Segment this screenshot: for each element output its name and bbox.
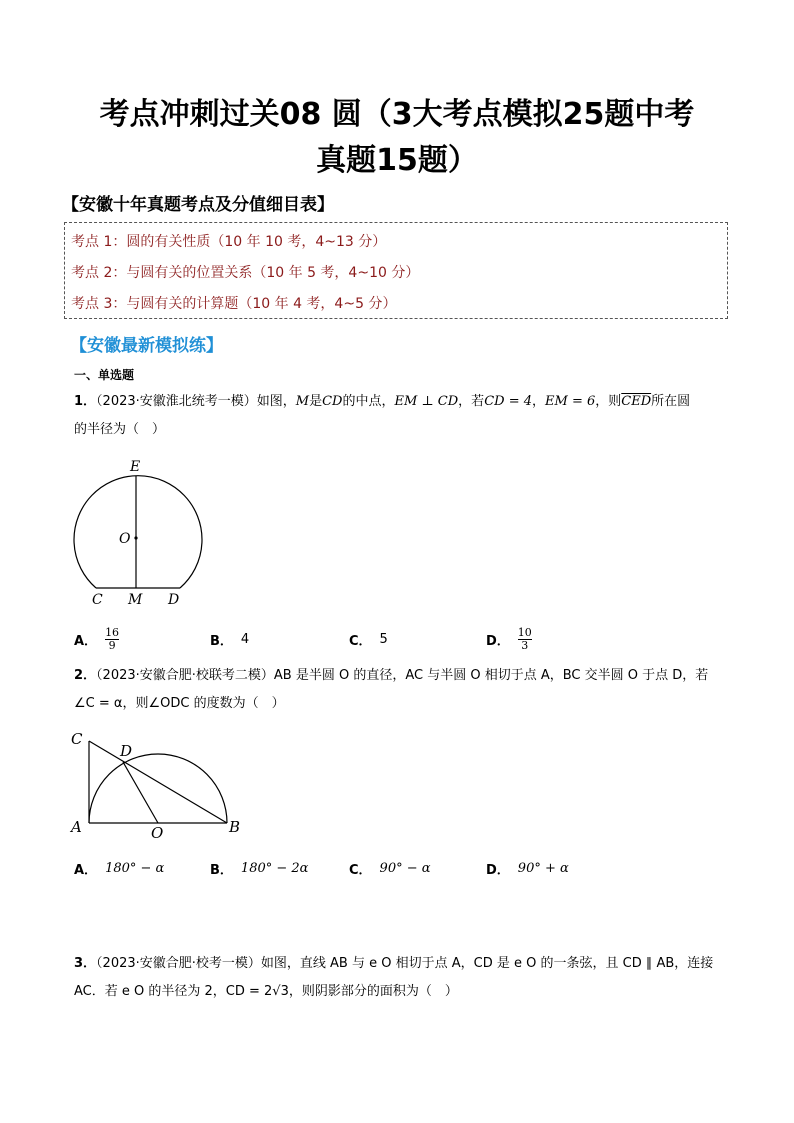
q2-label-b: B [229, 818, 241, 836]
q1-option-a[interactable]: A． $\frac{16}{9}$ [74, 625, 120, 652]
page-title [40, 92, 754, 184]
q1-option-c[interactable]: C． 5 [349, 631, 388, 649]
kaodian-1: 考点 1：圆的有关性质（10 年 10 考，4~13 分） [71, 234, 387, 250]
q2-label-d: D [120, 742, 133, 760]
question-3-line-1: 3．（2023·安徽合肥·校考一模）如图，直线 AB 与 e O 相切于点 A，CD 是 e O 的一条弦，且 CD ∥ AB，连接 [74, 956, 714, 971]
question-2 [74, 662, 734, 718]
kaodian-box [64, 222, 728, 319]
title-line-1: 考点冲刺过关08 圆（3大考点模拟25题中考 [99, 97, 695, 132]
q1-option-d-frac: $\frac{10}{3}$ [517, 625, 532, 652]
kaodian-3: 考点 3：与圆有关的计算题（10 年 4 考，4~5 分） [71, 296, 397, 312]
q2-option-b[interactable]: B． 180° − 2α [210, 860, 309, 878]
question-3 [74, 950, 734, 1006]
question-1-line-1: 1．（2023·安徽淮北统考一模）如图，M是CD的中点，EM ⊥ CD，若CD = 4，EM = 6，则$\overline{CED}$所在圆 [74, 394, 691, 409]
question-2-line-2: ∠C = α，则∠ODC 的度数为（ ） [74, 696, 285, 711]
q2-options [74, 851, 734, 885]
part-title: 一、单选题 [74, 368, 135, 382]
q1-option-b[interactable]: B． 4 [210, 631, 250, 649]
q1-label-e: E [130, 459, 141, 475]
question-2-line-1: 2．（2023·安徽合肥·校联考二模）AB 是半圆 O 的直径，AC 与半圆 O 相切于点 A，BC 交半圆 O 于点 D，若 [74, 668, 709, 683]
q2-label-a: A [71, 818, 82, 836]
anhui-table-header: 【安徽十年真题考点及分值细目表】 [62, 195, 334, 215]
q1-label-o: O [119, 531, 131, 547]
q2-label-c: C [71, 730, 83, 748]
q1-label-c: C [92, 592, 103, 608]
q1-figure [64, 454, 214, 610]
q2-line-cb [89, 741, 227, 823]
q2-option-d[interactable]: D． 90° + α [486, 860, 569, 878]
q1-label-m: M [128, 592, 143, 608]
q2-option-c[interactable]: C． 90° − α [349, 860, 431, 878]
mock-header: 【安徽最新模拟练】 [70, 336, 223, 356]
question-3-line-2: AC．若 e O 的半径为 2，CD = 2√3，则阴影部分的面积为（ ） [74, 984, 458, 999]
kaodian-2: 考点 2：与圆有关的位置关系（10 年 5 考，4~10 分） [71, 265, 420, 281]
q2-semicircle [89, 754, 227, 823]
q1-options [74, 622, 734, 656]
q2-label-o: O [151, 824, 164, 842]
q2-option-a[interactable]: A． 180° − α [74, 860, 165, 878]
q1-arc [74, 476, 202, 588]
question-1-line-2: 的半径为（ ） [74, 422, 166, 437]
title-line-2: 真题15题） [316, 143, 478, 178]
q1-option-d[interactable]: D． $\frac{10}{3}$ [486, 625, 532, 652]
q1-label-d: D [168, 592, 180, 608]
q2-figure [66, 726, 256, 844]
question-1 [74, 388, 734, 444]
q1-option-a-frac: $\frac{16}{9}$ [105, 625, 120, 652]
q1-center-dot [134, 536, 137, 539]
